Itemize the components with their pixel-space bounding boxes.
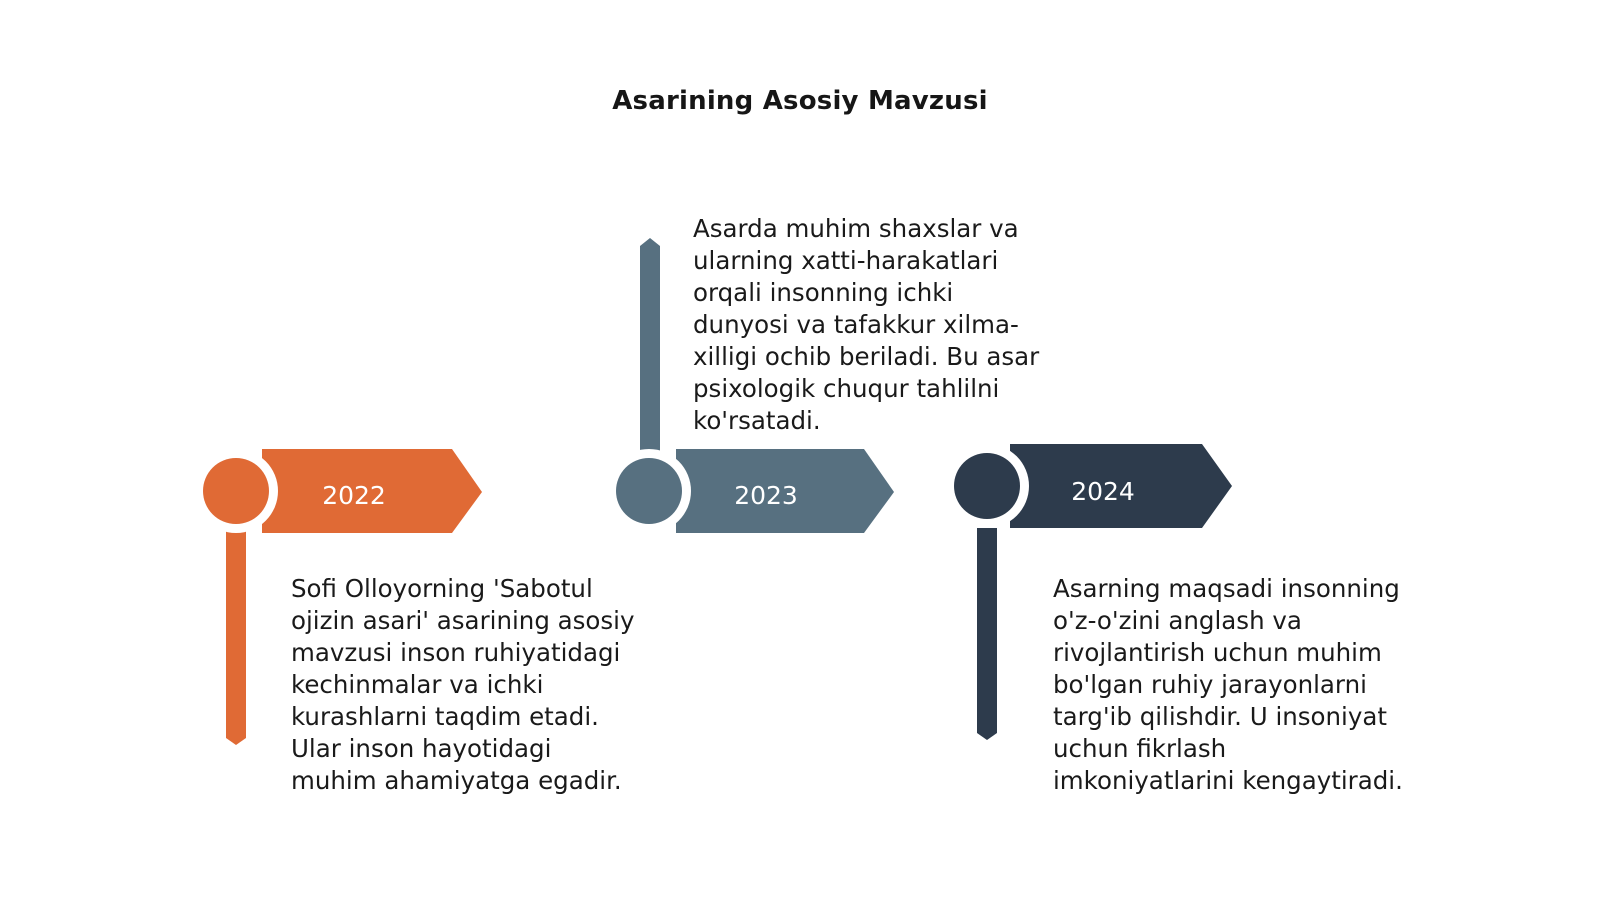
milestone-2023-description: Asarda muhim shaxslar va ularning xatti-harakatlari orqali insonning ichki dunyosi va tafakkur xilma-xilligi ochib beriladi. Bu asar psixologik chuqur tahlilni ko'rsatadi. (693, 214, 1040, 435)
milestone-2022-dot (203, 458, 269, 524)
milestone-2024-description: Asarning maqsadi insonning o'z-o'zini anglash va rivojlantirish uchun muhim bo'lgan ruhiy jarayonlarni targ'ib qilishdir. U insoniyat uchun fikrlash imkoniyatlarini kengaytiradi. (1053, 574, 1403, 795)
milestone-2024-year: 2024 (1071, 477, 1135, 506)
milestone-2022-year: 2022 (322, 481, 386, 510)
milestone-2024-dot (954, 453, 1020, 519)
milestone-2023-year: 2023 (734, 481, 798, 510)
milestone-2022-description: Sofi Olloyorning 'Sabotul ojizin asari' asarining asosiy mavzusi inson ruhiyatidagi kechinmalar va ichki kurashlarni taqdim etadi. Ular inson hayotidagi muhim ahamiyatga egadir. (291, 574, 635, 795)
milestone-2024-stem (977, 528, 997, 740)
milestone-2022-stem (226, 530, 246, 745)
milestone-2023-dot (616, 458, 682, 524)
page-title: Asarining Asosiy Mavzusi (612, 86, 988, 116)
milestone-2023-stem (640, 238, 660, 452)
